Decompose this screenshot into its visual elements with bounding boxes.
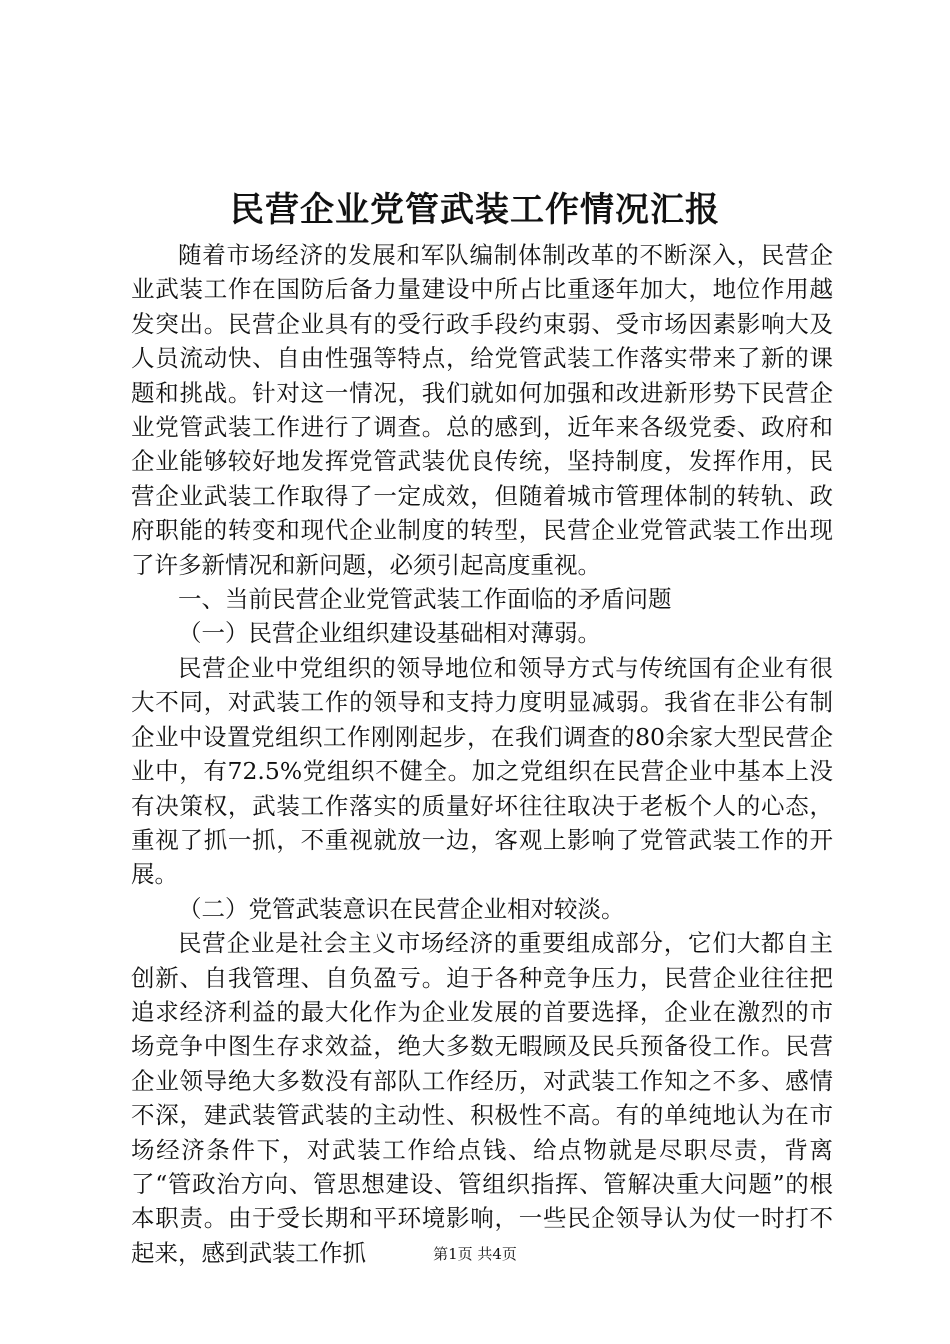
paragraph-subsection-2: 民营企业是社会主义市场经济的重要组成部分，它们大都自主创新、自我管理、自负盈亏。迫于各种竞争压力，民营企业往往把追求经济利益的最大化作为企业发展的首要选择，企业在激烈的市场竞争中图生存求效益，绝大多数无暇顾及民兵预备役工作。民营企业领导绝大多数没有部队工作经历，对武装工作知之不多、感情不深，建武装管武装的主动性、积极性不高。有的单纯地认为在市场经济条件下，对武装工作给点钱、给点物就是尽职尽责，背离了“管政治方向、管思想建设、管组织指挥、管解决重大问题”的根本职责。由于受长期和平环境影响，一些民企领导认为仗一时打不起来，感到武装工作抓 [131,929,833,1267]
section-heading-1: 一、当前民营企业党管武装工作面临的矛盾问题 [178,585,672,614]
page-footer: 第1页 共4页 [433,1245,517,1263]
subsection-heading-2: （二）党管武装意识在民营企业相对较淡。 [178,894,625,923]
paragraph-subsection-1: 民营企业中党组织的领导地位和领导方式与传统国有企业有很大不同，对武装工作的领导和支持力度明显减弱。我省在非公有制企业中设置党组织工作刚刚起步，在我们调查的80余家大型民营企业中，有72.5%党组织不健全。加之党组织在民营企业中基本上没有决策权，武装工作落实的质量好坏往往取决于老板个人的心态，重视了抓一抓，不重视就放一边，客观上影响了党管武装工作的开展。 [131,653,833,889]
paragraph-intro: 随着市场经济的发展和军队编制体制改革的不断深入，民营企业武装工作在国防后备力量建设中所占比重逐年加大，地位作用越发突出。民营企业具有的受行政手段约束弱、受市场因素影响大及人员流动快、自由性强等特点，给党管武装工作落实带来了新的课题和挑战。针对这一情况，我们就如何加强和改进新形势下民营企业党管武装工作进行了调查。总的感到，近年来各级党委、政府和企业能够较好地发挥党管武装优良传统，坚持制度，发挥作用，民营企业武装工作取得了一定成效，但随着城市管理体制的转轨、政府职能的转变和现代企业制度的转型，民营企业党管武装工作出现了许多新情况和新问题，必须引起高度重视。 [131,241,833,579]
document-body [131,238,833,1270]
document-title: 民营企业党管武装工作情况汇报 [230,190,720,230]
subsection-heading-1: （一）民营企业组织建设基础相对薄弱。 [178,619,601,648]
